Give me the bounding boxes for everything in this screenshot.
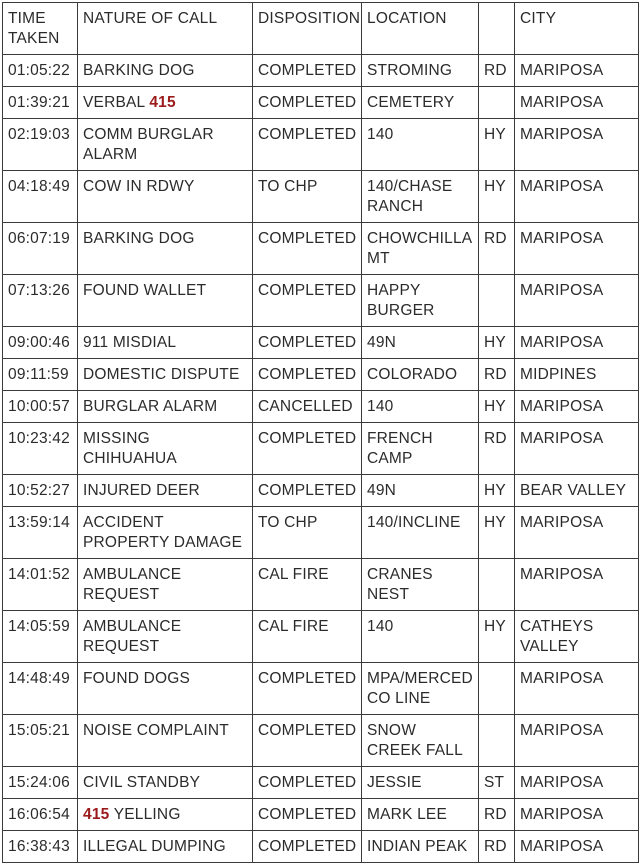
table-row bbox=[3, 767, 639, 799]
cell-suffix bbox=[479, 87, 515, 119]
cell-city: MARIPOSA bbox=[515, 119, 639, 171]
cell-nature: MISSING CHIHUAHUA bbox=[78, 423, 253, 475]
cell-nature: ILLEGAL DUMPING bbox=[78, 831, 253, 863]
cell-suffix bbox=[479, 663, 515, 715]
cell-city: MARIPOSA bbox=[515, 171, 639, 223]
cell-time: 10:23:42 bbox=[3, 423, 78, 475]
cell-disposition: COMPLETED bbox=[253, 663, 362, 715]
cell-disposition: COMPLETED bbox=[253, 423, 362, 475]
cell-city: MARIPOSA bbox=[515, 507, 639, 559]
nature-text: YELLING bbox=[113, 806, 181, 823]
cell-city: MARIPOSA bbox=[515, 55, 639, 87]
cell-disposition: COMPLETED bbox=[253, 223, 362, 275]
cell-disposition: COMPLETED bbox=[253, 715, 362, 767]
table-row bbox=[3, 715, 639, 767]
cell-location: CEMETERY bbox=[362, 87, 479, 119]
cell-suffix: RD bbox=[479, 359, 515, 391]
cell-disposition: COMPLETED bbox=[253, 327, 362, 359]
cell-time: 09:11:59 bbox=[3, 359, 78, 391]
cell-disposition: COMPLETED bbox=[253, 275, 362, 327]
cell-disposition: COMPLETED bbox=[253, 831, 362, 863]
header-time: TIME TAKEN bbox=[3, 3, 78, 55]
cell-location: 49N bbox=[362, 327, 479, 359]
header-suffix bbox=[479, 3, 515, 55]
nature-text: VERBAL bbox=[83, 94, 145, 111]
cell-city: MARIPOSA bbox=[515, 799, 639, 831]
table-row bbox=[3, 223, 639, 275]
cell-time: 14:05:59 bbox=[3, 611, 78, 663]
cell-suffix: HY bbox=[479, 171, 515, 223]
cell-suffix: HY bbox=[479, 507, 515, 559]
table-row bbox=[3, 391, 639, 423]
cell-suffix bbox=[479, 559, 515, 611]
cell-location: 140 bbox=[362, 391, 479, 423]
cell-nature: BURGLAR ALARM bbox=[78, 391, 253, 423]
cell-time: 13:59:14 bbox=[3, 507, 78, 559]
cell-location: JESSIE bbox=[362, 767, 479, 799]
cell-suffix: RD bbox=[479, 223, 515, 275]
cell-suffix: HY bbox=[479, 119, 515, 171]
cell-time: 01:05:22 bbox=[3, 55, 78, 87]
header-row bbox=[3, 3, 639, 55]
cell-location: 140/CHASE RANCH bbox=[362, 171, 479, 223]
cell-nature: AMBULANCE REQUEST bbox=[78, 559, 253, 611]
cell-disposition: CANCELLED bbox=[253, 391, 362, 423]
cell-time: 15:24:06 bbox=[3, 767, 78, 799]
cell-time: 14:01:52 bbox=[3, 559, 78, 611]
cell-location: COLORADO bbox=[362, 359, 479, 391]
cell-suffix: RD bbox=[479, 55, 515, 87]
cell-suffix: HY bbox=[479, 327, 515, 359]
cell-city: MARIPOSA bbox=[515, 391, 639, 423]
header-disposition: DISPOSITION bbox=[253, 3, 362, 55]
cell-suffix: ST bbox=[479, 767, 515, 799]
table-row bbox=[3, 423, 639, 475]
header-city: CITY bbox=[515, 3, 639, 55]
cell-location: CRANES NEST bbox=[362, 559, 479, 611]
cell-disposition: COMPLETED bbox=[253, 55, 362, 87]
cell-nature: FOUND WALLET bbox=[78, 275, 253, 327]
cell-city: MARIPOSA bbox=[515, 831, 639, 863]
cell-disposition: COMPLETED bbox=[253, 799, 362, 831]
cell-location: CHOWCHILLA MT bbox=[362, 223, 479, 275]
table-row bbox=[3, 611, 639, 663]
table-row bbox=[3, 359, 639, 391]
cell-nature: COW IN RDWY bbox=[78, 171, 253, 223]
cell-disposition: COMPLETED bbox=[253, 767, 362, 799]
cell-city: MARIPOSA bbox=[515, 559, 639, 611]
table-row bbox=[3, 55, 639, 87]
cell-location: MARK LEE bbox=[362, 799, 479, 831]
cell-suffix bbox=[479, 715, 515, 767]
cell-city: MARIPOSA bbox=[515, 767, 639, 799]
table-row bbox=[3, 171, 639, 223]
cell-nature: 911 MISDIAL bbox=[78, 327, 253, 359]
table-row bbox=[3, 327, 639, 359]
cell-disposition: CAL FIRE bbox=[253, 611, 362, 663]
cell-disposition: COMPLETED bbox=[253, 359, 362, 391]
call-log-table bbox=[2, 2, 639, 863]
table-row bbox=[3, 275, 639, 327]
cell-disposition: COMPLETED bbox=[253, 475, 362, 507]
cell-city: MARIPOSA bbox=[515, 715, 639, 767]
cell-city: CATHEYS VALLEY bbox=[515, 611, 639, 663]
table-row bbox=[3, 475, 639, 507]
cell-suffix: HY bbox=[479, 391, 515, 423]
cell-time: 02:19:03 bbox=[3, 119, 78, 171]
header-location: LOCATION bbox=[362, 3, 479, 55]
cell-nature: COMM BURGLAR ALARM bbox=[78, 119, 253, 171]
cell-location: 49N bbox=[362, 475, 479, 507]
cell-location: FRENCH CAMP bbox=[362, 423, 479, 475]
cell-nature bbox=[78, 87, 253, 119]
table-row bbox=[3, 87, 639, 119]
cell-time: 06:07:19 bbox=[3, 223, 78, 275]
cell-nature: BARKING DOG bbox=[78, 55, 253, 87]
cell-nature: AMBULANCE REQUEST bbox=[78, 611, 253, 663]
cell-city: MARIPOSA bbox=[515, 87, 639, 119]
cell-nature: NOISE COMPLAINT bbox=[78, 715, 253, 767]
cell-location: 140/INCLINE bbox=[362, 507, 479, 559]
cell-time: 10:00:57 bbox=[3, 391, 78, 423]
cell-city: MARIPOSA bbox=[515, 275, 639, 327]
table-row bbox=[3, 119, 639, 171]
cell-nature: BARKING DOG bbox=[78, 223, 253, 275]
cell-location: MPA/MERCED CO LINE bbox=[362, 663, 479, 715]
cell-suffix: RD bbox=[479, 423, 515, 475]
cell-nature bbox=[78, 799, 253, 831]
cell-time: 16:06:54 bbox=[3, 799, 78, 831]
header-nature: NATURE OF CALL bbox=[78, 3, 253, 55]
cell-nature: CIVIL STANDBY bbox=[78, 767, 253, 799]
cell-time: 10:52:27 bbox=[3, 475, 78, 507]
cell-suffix: HY bbox=[479, 611, 515, 663]
cell-time: 01:39:21 bbox=[3, 87, 78, 119]
cell-city: MARIPOSA bbox=[515, 663, 639, 715]
cell-location: SNOW CREEK FALL bbox=[362, 715, 479, 767]
cell-disposition: TO CHP bbox=[253, 171, 362, 223]
cell-suffix: RD bbox=[479, 831, 515, 863]
cell-nature: INJURED DEER bbox=[78, 475, 253, 507]
cell-location: HAPPY BURGER bbox=[362, 275, 479, 327]
cell-time: 14:48:49 bbox=[3, 663, 78, 715]
cell-location: 140 bbox=[362, 119, 479, 171]
cell-city: MARIPOSA bbox=[515, 327, 639, 359]
penal-code-415: 415 bbox=[83, 806, 110, 823]
table-row bbox=[3, 507, 639, 559]
cell-city: MARIPOSA bbox=[515, 423, 639, 475]
cell-time: 04:18:49 bbox=[3, 171, 78, 223]
cell-disposition: TO CHP bbox=[253, 507, 362, 559]
cell-time: 07:13:26 bbox=[3, 275, 78, 327]
cell-city: MARIPOSA bbox=[515, 223, 639, 275]
cell-suffix: RD bbox=[479, 799, 515, 831]
cell-nature: FOUND DOGS bbox=[78, 663, 253, 715]
cell-disposition: COMPLETED bbox=[253, 87, 362, 119]
cell-nature: ACCIDENT PROPERTY DAMAGE bbox=[78, 507, 253, 559]
cell-suffix bbox=[479, 275, 515, 327]
cell-location: STROMING bbox=[362, 55, 479, 87]
cell-suffix: HY bbox=[479, 475, 515, 507]
cell-city: BEAR VALLEY bbox=[515, 475, 639, 507]
cell-time: 15:05:21 bbox=[3, 715, 78, 767]
penal-code-415: 415 bbox=[149, 94, 176, 111]
cell-nature: DOMESTIC DISPUTE bbox=[78, 359, 253, 391]
table-row bbox=[3, 559, 639, 611]
cell-city: MIDPINES bbox=[515, 359, 639, 391]
cell-location: 140 bbox=[362, 611, 479, 663]
cell-disposition: COMPLETED bbox=[253, 119, 362, 171]
cell-disposition: CAL FIRE bbox=[253, 559, 362, 611]
cell-time: 16:38:43 bbox=[3, 831, 78, 863]
cell-time: 09:00:46 bbox=[3, 327, 78, 359]
table-row bbox=[3, 799, 639, 831]
cell-location: INDIAN PEAK bbox=[362, 831, 479, 863]
table-row bbox=[3, 663, 639, 715]
